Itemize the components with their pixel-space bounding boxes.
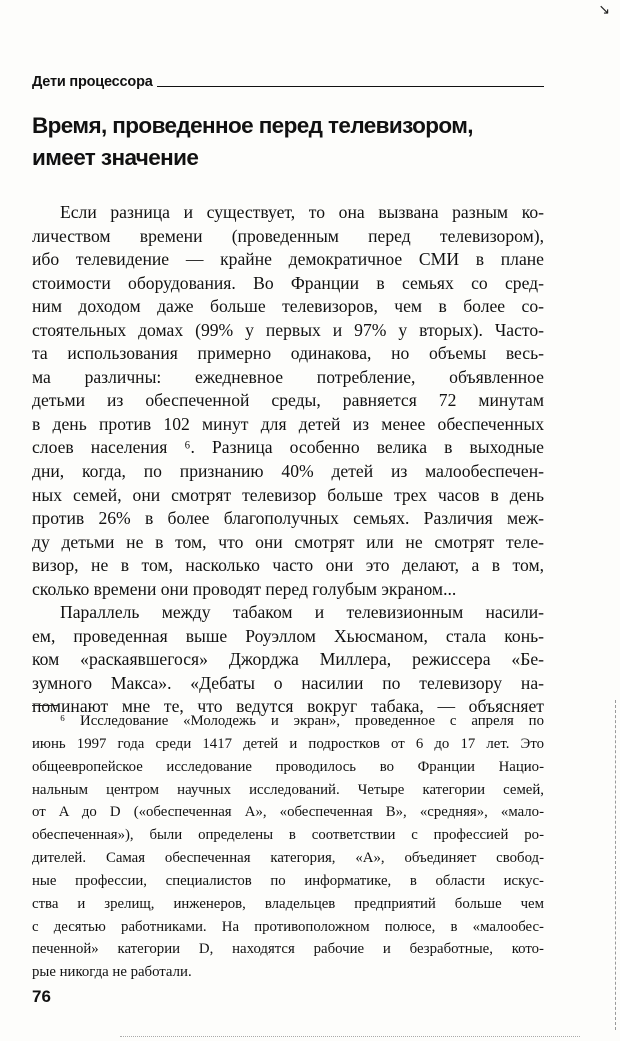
body-line: ных семей, они смотрят телевизор больше трех часов в день [32, 484, 544, 505]
footnote-line: ⁶ Исследование «Молодежь и экран», проведенное с апреля по [60, 713, 544, 729]
footnote-line: ные профессии, специалистов по информатике, в области искус- [32, 872, 544, 889]
body-line: стоимости оборудования. Во Франции в семьях со сред- [32, 272, 544, 293]
body-line: та использования примерно одинакова, но объемы весь- [32, 343, 544, 364]
body-line: сколько времени они проводят перед голубым экраном... [32, 578, 457, 599]
running-header [32, 74, 544, 90]
body-line: визор, не в том, насколько часто они это делают, а в том, [32, 555, 544, 576]
body-text [32, 201, 544, 719]
body-line: слоев населения ⁶. Разница особенно велика в выходные [32, 437, 544, 458]
body-line: зумного Макса». «Дебаты о насилии по телевизору на- [32, 672, 544, 693]
footnote-line: ства и зрелищ, инженеров, владельцев предприятий больше чем [32, 895, 544, 912]
footnote-line: общеевропейское исследование проводилось во Франции Нацио- [32, 758, 544, 775]
section-heading-line: имеет значение [32, 145, 199, 170]
page-number: 76 [32, 987, 51, 1006]
body-line: Параллель между табаком и телевизионным насили- [60, 602, 544, 623]
body-line: стоятельных домах (99% у первых и 97% у вторых). Часто- [32, 319, 544, 340]
scan-bottom-artifact [120, 1036, 580, 1037]
body-line: в день против 102 минут для детей из менее обеспеченных [32, 413, 544, 434]
body-line: дни, когда, по признанию 40% детей из малообеспечен- [32, 461, 544, 482]
body-line: ма различны: ежедневное потребление, объявленное [32, 366, 544, 387]
footnote-line: обеспеченная»), были определены в соответствии с профессией ро- [32, 827, 544, 844]
scan-edge-artifact [614, 700, 616, 1030]
corner-mark-icon: ↘ [598, 2, 610, 18]
running-title: Дети процессора [32, 74, 153, 90]
running-header-rule [157, 86, 544, 87]
body-line: ду детьми не в том, что они смотрят или не смотрят теле- [32, 531, 544, 552]
body-line: ем, проведенная выше Роуэллом Хьюсманом, стала конь- [32, 625, 544, 646]
body-line: поминают мне те, что ведутся вокруг табака, — объясняет [32, 696, 544, 717]
footnote [32, 710, 544, 984]
body-line: ком «раскаявшегося» Джорджа Миллера, режиссера «Бе- [32, 649, 544, 670]
body-line: личеством времени (проведенным перед телевизором), [32, 225, 544, 246]
section-heading-line: Время, проведенное перед телевизором, [32, 113, 473, 138]
body-line: ним доходом даже больше телевизоров, чем в более со- [32, 296, 544, 317]
footnote-line: июнь 1997 года среди 1417 детей и подростков от 6 до 17 лет. Это [32, 735, 544, 752]
body-line: ибо телевидение — крайне демократичное СМИ в плане [32, 249, 544, 270]
footnote-line: с десятью работниками. На противоположном полюсе, в «малообес- [32, 918, 544, 935]
footnote-line: печенной» категории D, находятся рабочие и безработные, кото- [32, 941, 544, 958]
body-line: детьми из обеспеченной среды, равняется 72 минутам [32, 390, 544, 411]
footnote-divider [32, 705, 58, 706]
section-heading [32, 110, 544, 174]
footnote-line: рые никогда не работали. [32, 964, 192, 981]
footnote-line: дителей. Самая обеспеченная категория, «A», объединяет свобод- [32, 850, 544, 867]
body-line: против 26% в более благополучных семьях. Различия меж- [32, 508, 544, 529]
footnote-line: нальным центром научных исследований. Четыре категории семей, [32, 781, 544, 798]
footnote-line: от A до D («обеспеченная A», «обеспеченная B», «средняя», «мало- [32, 804, 544, 821]
body-line: Если разница и существует, то она вызвана разным ко- [60, 202, 544, 222]
